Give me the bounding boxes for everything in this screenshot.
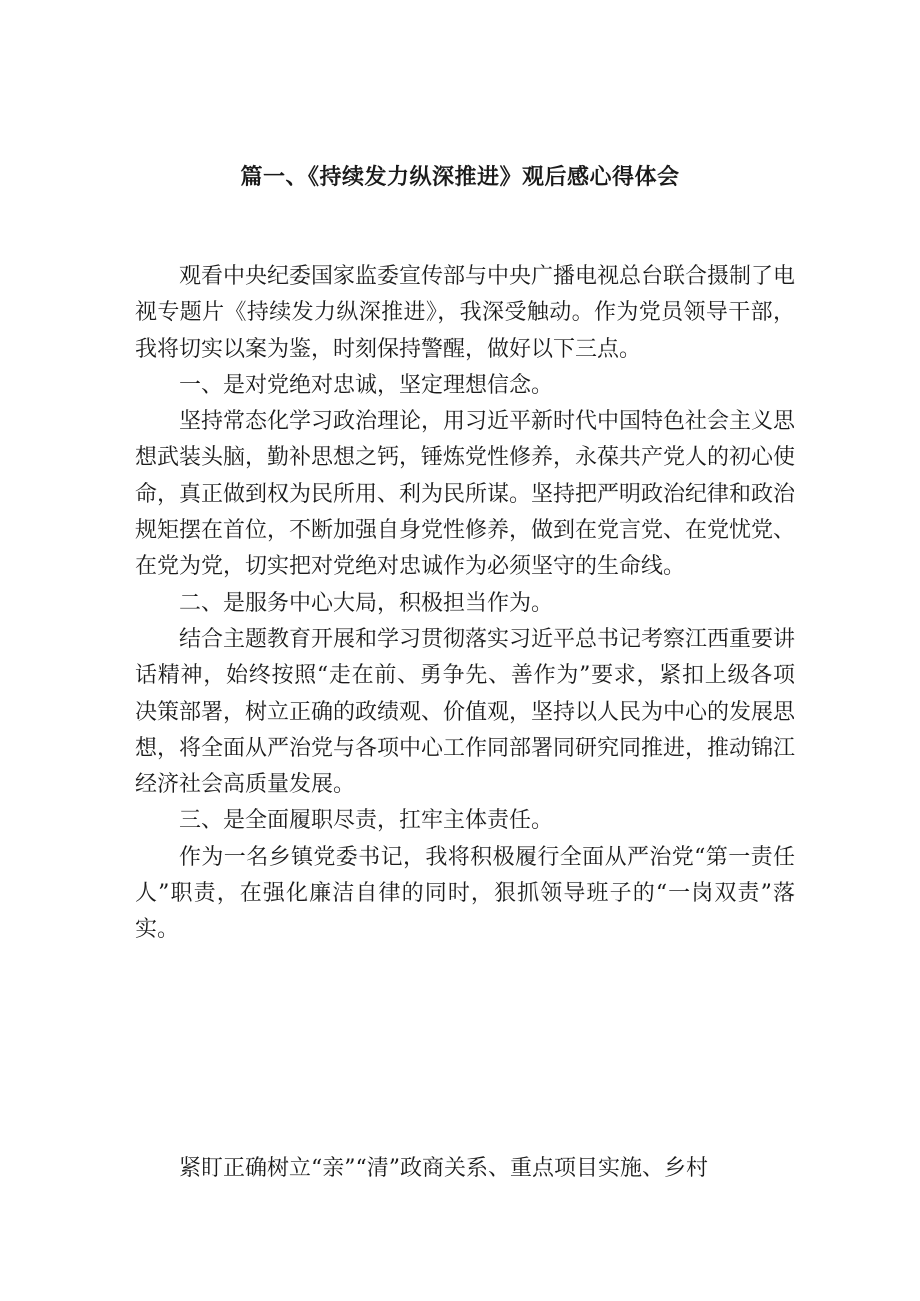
section-heading-1: 一、是对党绝对忠诚，坚定理想信念。 bbox=[179, 372, 554, 398]
document-body-continued bbox=[135, 1151, 795, 1187]
document-body bbox=[135, 259, 795, 949]
section-heading-3: 三、是全面履职尽责，扛牢主体责任。 bbox=[179, 808, 554, 834]
paragraph-continued: 紧盯正确树立“亲”“清”政商关系、重点项目实施、乡村 bbox=[179, 1156, 708, 1181]
section-heading-2: 二、是服务中心大局，积极担当作为。 bbox=[179, 590, 554, 616]
paragraph-section-3: 作为一名乡镇党委书记，我将积极履行全面从严治党“第一责任人”职责，在强化廉洁自律的同时，狠抓领导班子的“一岗双责”落实。 bbox=[135, 844, 795, 943]
paragraph-intro: 观看中央纪委国家监委宣传部与中央广播电视总台联合摄制了电视专题片《持续发力纵深推进》，我深受触动。作为党员领导干部，我将切实以案为鉴，时刻保持警醒，做好以下三点。 bbox=[135, 264, 796, 362]
paragraph-section-1: 坚持常态化学习政治理论，用习近平新时代中国特色社会主义思想武装头脑，勤补思想之钙，锤炼党性修养，永葆共产党人的初心使命，真正做到权为民所用、利为民所谋。坚持把严明政治纪律和政治规矩摆在首位，不断加强自身党性修养，做到在党言党、在党忧党、在党为党，切实把对党绝对忠诚作为必须坚守的生命线。 bbox=[135, 409, 796, 580]
document-title: 篇一、《持续发力纵深推进》观后感心得体会 bbox=[240, 165, 680, 190]
paragraph-section-2: 结合主题教育开展和学习贯彻落实习近平总书记考察江西重要讲话精神，始终按照“走在前、勇争先、善作为”要求，紧扣上级各项决策部署，树立正确的政绩观、价值观，坚持以人民为中心的发展思想，将全面从严治党与各项中心工作同部署同研究同推进，推动锦江经济社会高质量发展。 bbox=[135, 626, 796, 798]
